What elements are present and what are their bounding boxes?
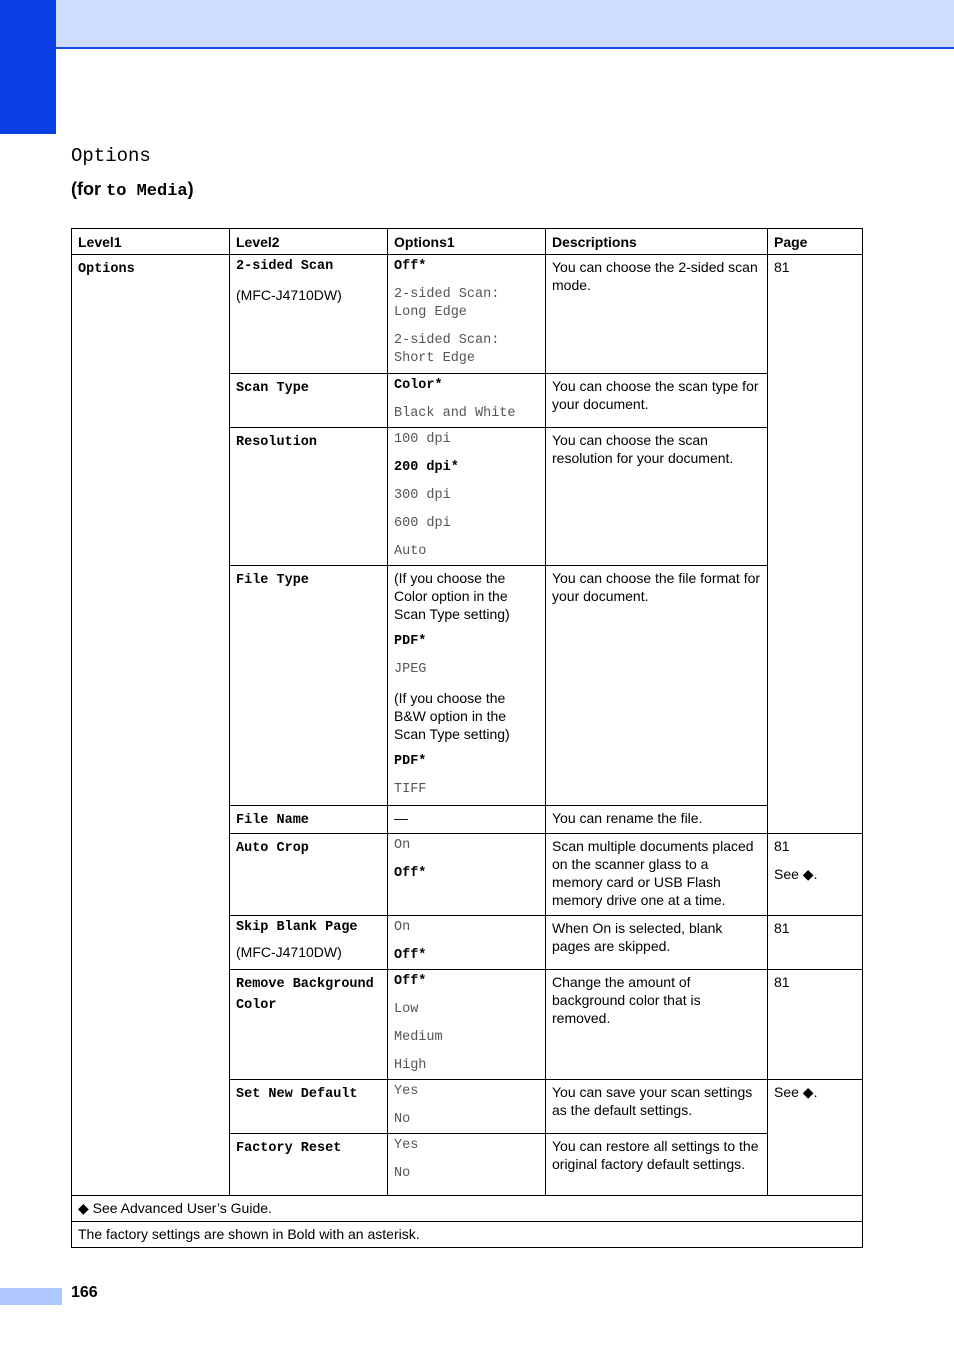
description-cell: You can rename the file. [546,806,768,834]
options-cell: On Off* [388,916,546,970]
options-cell: Off* 2-sided Scan: Long Edge 2-sided Scan: Short Edge [388,255,546,374]
options-cell: 100 dpi 200 dpi* 300 dpi 600 dpi Auto [388,428,546,566]
level2-cell: Factory Reset [230,1134,388,1196]
options-cell: On Off* [388,834,546,916]
level2-cell: Skip Blank Page (MFC-J4710DW) [230,916,388,970]
page-cell: 81 [768,970,863,1080]
page-number: 166 [71,1284,98,1301]
option-default: Off* [394,259,427,274]
footer-band [0,1288,62,1305]
description-cell: You can save your scan settings as the default settings. [546,1080,768,1134]
footnote-factory-settings: The factory settings are shown in Bold with an asterisk. [72,1222,863,1248]
level2-cell: 2-sided Scan (MFC-J4710DW) [230,255,388,374]
description-cell: You can choose the scan type for your document. [546,374,768,428]
options-cell: Yes No [388,1080,546,1134]
description-cell: You can choose the file format for your document. [546,566,768,806]
options-cell: (If you choose the Color option in the Scan Type setting) PDF* JPEG (If you choose the B&W option in the Scan Type setting) PDF* TIFF [388,566,546,806]
level2-cell: Resolution [230,428,388,566]
level1-cell: Options [72,255,230,1196]
level2-cell: Auto Crop [230,834,388,916]
page-cell: 81 [768,255,863,834]
footnote-advanced-guide: ◆ See Advanced User’s Guide. [72,1196,863,1222]
description-cell: When On is selected, blank pages are skipped. [546,916,768,970]
options-cell: Yes No [388,1134,546,1196]
header-options1: Options1 [388,229,546,255]
table-header-row [72,229,863,255]
header-level2: Level2 [230,229,388,255]
header-page: Page [768,229,863,255]
description-cell: You can restore all settings to the original factory default settings. [546,1134,768,1196]
description-cell: You can choose the scan resolution for your document. [546,428,768,566]
header-descriptions: Descriptions [546,229,768,255]
table-row [72,255,863,374]
options-cell: — [388,806,546,834]
chapter-tab [0,0,56,134]
footnote-row [72,1222,863,1248]
level2-cell: Set New Default [230,1080,388,1134]
level2-cell: File Name [230,806,388,834]
description-cell: Scan multiple documents placed on the scanner glass to a memory card or USB Flash memory drive one at a time. [546,834,768,916]
page-cell: See ◆. [768,1080,863,1196]
options-cell: Off* Low Medium High [388,970,546,1080]
header-level1: Level1 [72,229,230,255]
description-cell: You can choose the 2-sided scan mode. [546,255,768,374]
page-cell: 81 [768,916,863,970]
footnote-row [72,1196,863,1222]
description-cell: Change the amount of background color that is removed. [546,970,768,1080]
level2-cell: Scan Type [230,374,388,428]
section-title: Options [71,145,151,167]
page-cell: 81 See ◆. [768,834,863,916]
settings-table [71,228,863,1248]
level2-cell: Remove Background Color [230,970,388,1080]
header-band [0,0,954,49]
level2-cell: File Type [230,566,388,806]
options-cell: Color* Black and White [388,374,546,428]
section-subtitle: (for to Media) [71,179,194,201]
